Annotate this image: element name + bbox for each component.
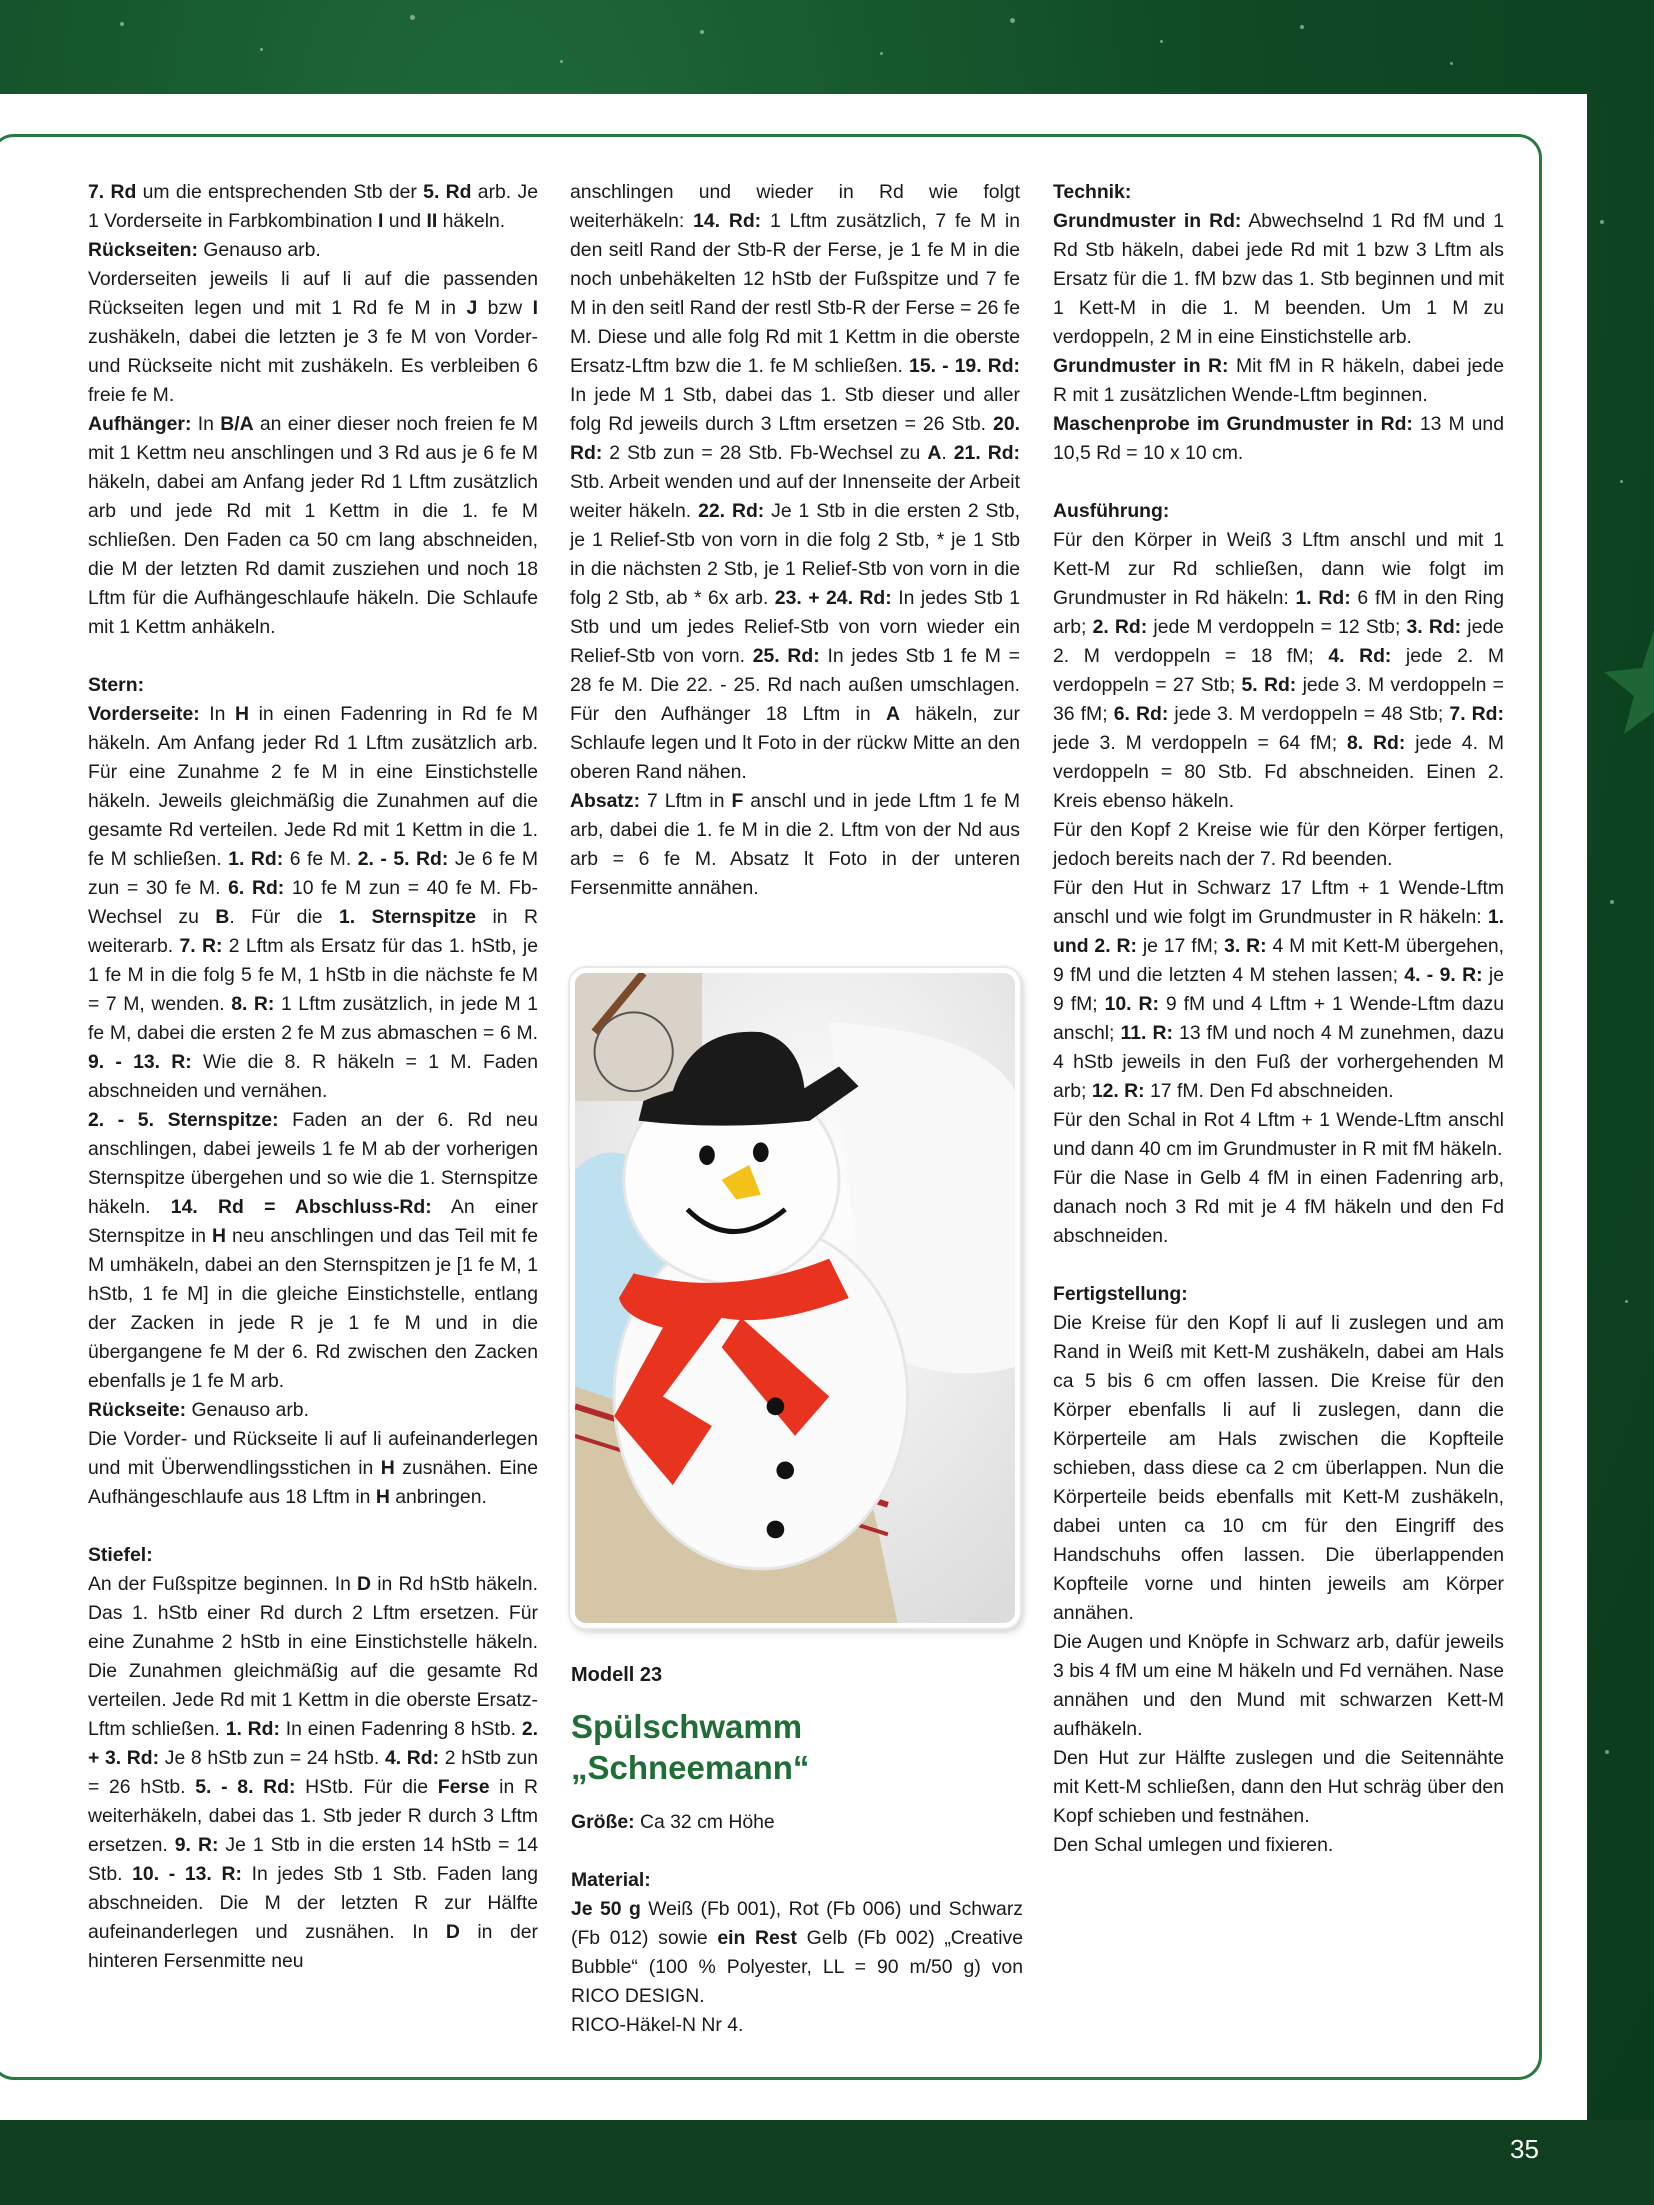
footer-band (0, 2120, 1654, 2205)
material-heading: Material: (571, 1869, 651, 1891)
snowman-sponge-image (575, 973, 1015, 1623)
paragraph-rueckseiten: Rückseiten: Genauso arb. (88, 239, 321, 261)
paragraph-vorderseite-stern: Vorderseite: In H in einen Fadenring in Rd fe M häkeln. Am Anfang jeder Rd 1 Lftm zusätzlich arb. Für eine Zunahme 2 fe M in eine Einstichstelle häkeln. Jeweils gleichmäßig die Zunahmen auf die gesamte Rd verteilen. Jede Rd mit 1 Kettm in die 1. fe M schließen. 1. Rd: 6 fe M. 2. - 5. Rd: Je 6 fe M zun = 30 fe M. 6. Rd: 10 fe M zun = 40 fe M. Fb-Wechsel zu B. Für die 1. Sternspitze in R weiterarb. 7. R: 2 Lftm als Ersatz für das 1. hStb, je 1 fe M in die folg 5 fe M, 1 hStb in die nächste fe M = 7 M, wenden. 8. R: 1 Lftm zusätzlich, in jede M 1 fe M, dabei die ersten 2 fe M zus abmaschen = 6 M. 9. - 13. R: Wie die 8. R häkeln = 1 M. Faden abschneiden und vernähen. (88, 703, 539, 1102)
paragraph-hut: Für den Hut in Schwarz 17 Lftm + 1 Wende-Lftm anschl und wie folgt im Grundmuster in R häkeln: 1. und 2. R: je 17 fM; 3. R: 4 M mit Kett-M übergehen, 9 fM und die letzten 4 M stehen lassen; 4. - 9. R: je 9 fM; 10. R: 9 fM und 4 Lftm + 1 Wende-Lftm dazu anschl; 11. R: 13 fM und noch 4 M zunehmen, dazu 4 hStb jeweils in den Fuß der vorhergehenden M arb; 12. R: 17 fM. Den Fd abschneiden. (1053, 877, 1504, 1102)
model-number: Modell 23 (571, 1664, 663, 1686)
paragraph-maschenprobe: Maschenprobe im Grundmuster in Rd: 13 M und 10,5 Rd = 10 x 10 cm. (1053, 413, 1504, 464)
paragraph-row7: 7. Rd um die entsprechenden Stb der 5. Rd arb. Je 1 Vorderseite in Farbkombination I und II häkeln. (88, 181, 538, 232)
size-line: Größe: Ca 32 cm Höhe (571, 1811, 775, 1833)
paragraph-fertig-3: Den Hut zur Hälfte zuslegen und die Seitennähte mit Kett-M schließen, dann den Hut schräg über den Kopf schieben und festnähen. (1053, 1747, 1504, 1827)
model-title: Spülschwamm „Schneemann“ (571, 1708, 810, 1786)
heading-fertigstellung: Fertigstellung: (1053, 1283, 1188, 1305)
heading-technik: Technik: (1053, 181, 1132, 203)
paragraph-nase: Für die Nase in Gelb 4 fM in einen Fadenring arb, danach noch 3 Rd mit je 4 fM häkeln und den Fd abschneiden. (1053, 1167, 1504, 1247)
paragraph-zusammennaehen: Die Vorder- und Rückseite li auf li aufeinanderlegen und mit Überwendlingsstichen in H zusnähen. Eine Aufhängeschlaufe aus 18 Lftm in H anbringen. (88, 1428, 538, 1508)
paragraph-vorderseiten: Vorderseiten jeweils li auf li auf die passenden Rückseiten legen und mit 1 Rd fe M in J bzw I zushäkeln, dabei die letzten je 3 fe M von Vorder- und Rückseite nicht mit zushäkeln. Es verbleiben 6 freie fe M. (88, 268, 538, 406)
paragraph-koerper: Für den Körper in Weiß 3 Lftm anschl und mit 1 Kett-M zur Rd schließen, dann wie folgt im Grundmuster in Rd häkeln: 1. Rd: 6 fM in den Ring arb; 2. Rd: jede M verdoppeln = 12 Stb; 3. Rd: jede 2. M verdoppeln = 18 fM; 4. Rd: jede 2. M verdoppeln = 27 Stb; 5. Rd: jede 3. M verdoppeln = 36 fM; 6. Rd: jede 3. M verdoppeln = 48 Stb; 7. Rd: jede 3. M verdoppeln = 64 fM; 8. Rd: jede 4. M verdoppeln = 80 Stb. Fd abschneiden. Einen 2. Kreis ebenso häkeln. (1053, 529, 1505, 812)
page-number: 35 (1510, 2134, 1539, 2164)
paragraph-schal: Für den Schal in Rot 4 Lftm + 1 Wende-Lftm anschl und dann 40 cm im Grundmuster in R mit fM häkeln. (1053, 1109, 1504, 1160)
heading-ausfuehrung: Ausführung: (1053, 500, 1170, 522)
paragraph-kopf: Für den Kopf 2 Kreise wie für den Körper fertigen, jedoch bereits nach der 7. Rd beenden. (1053, 819, 1504, 870)
text-column-1 (88, 178, 538, 1976)
background-star-icon (1590, 630, 1654, 750)
paragraph-grundmuster-rd: Grundmuster in Rd: Abwechselnd 1 Rd fM und 1 Rd Stb häkeln, dabei jede Rd mit 1 bzw 3 Lftm als Ersatz für die 1. fM bzw das 1. Stb beginnen und mit 1 Kett-M in die 1. M beenden. Um 1 M zu verdoppeln, 2 M in eine Einstichstelle arb. (1053, 210, 1504, 348)
paragraph-grundmuster-r: Grundmuster in R: Mit fM in R häkeln, dabei jede R mit 1 zusätzlichen Wende-Lftm beginnen. (1053, 355, 1504, 406)
hook-text: RICO-Häkel-N Nr 4. (571, 2014, 744, 2036)
paragraph-stiefel: An der Fußspitze beginnen. In D in Rd hStb häkeln. Das 1. hStb einer Rd durch 2 Lftm ersetzen. Für eine Zunahme 2 hStb in eine Einstichstelle häkeln. Die Zunahmen gleichmäßig auf die gesamte Rd verteilen. Jede Rd mit 1 Kettm in die oberste Ersatz-Lftm schließen. 1. Rd: In einen Fadenring 8 hStb. 2. + 3. Rd: Je 8 hStb zun = 24 hStb. 4. Rd: 2 hStb zun = 26 hStb. 5. - 8. Rd: HStb. Für die Ferse in R weiterhäkeln, dabei das 1. Stb jeder R durch 3 Lftm ersetzen. 9. R: Je 1 Stb in die ersten 14 hStb = 14 Stb. 10. - 13. R: In jedes Stb 1 Stb. Faden lang abschneiden. Die M der letzten R zur Hälfte aufeinanderlegen und zusnähen. In D in der hinteren Fersenmitte neu (88, 1573, 538, 1972)
model-info (571, 1808, 1023, 2040)
heading-stiefel: Stiefel: (88, 1544, 153, 1566)
heading-stern: Stern: (88, 674, 145, 696)
paragraph-fertig-2: Die Augen und Knöpfe in Schwarz arb, dafür jeweils 3 bis 4 fM um eine M häkeln und Fd vernähen. Nase annähen und den Mund mit schwarzen Kett-M aufhäkeln. (1053, 1631, 1504, 1740)
paragraph-fertig-4: Den Schal umlegen und fixieren. (1053, 1834, 1334, 1856)
paragraph-stiefel-continued: anschlingen und wieder in Rd wie folgt weiterhäkeln: 14. Rd: 1 Lftm zusätzlich, 7 fe M in den seitl Rand der Stb-R der Ferse, je 1 fe M in die noch unbehäkelten 12 hStb der Fußspitze und 7 fe M in den seitl Rand der restl Stb-R der Ferse = 26 fe M. Diese und alle folg Rd mit 1 Kettm in die oberste Ersatz-Lftm bzw die 1. fe M schließen. 15. - 19. Rd: In jede M 1 Stb, dabei das 1. Stb dieser und aller folg Rd jeweils durch 3 Lftm ersetzen = 26 Stb. 20. Rd: 2 Stb zun = 28 Stb. Fb-Wechsel zu A. 21. Rd: Stb. Arbeit wenden und auf der Innenseite der Arbeit weiter häkeln. 22. Rd: Je 1 Stb in die ersten 2 Stb, je 1 Relief-Stb von vorn in die folg 2 Stb, * je 1 Stb in die nächsten 2 Stb, je 1 Relief-Stb von vorn in die folg 2 Stb, ab * 6x arb. 23. + 24. Rd: In jedes Stb 1 Stb und um jedes Relief-Stb von vorn wieder ein Relief-Stb von vorn. 25. Rd: In jedes Stb 1 fe M = 28 fe M. Die 22. - 25. Rd nach außen umschlagen. Für den Aufhänger 18 Lftm in A häkeln, zur Schlaufe legen und lt Foto in der rückw Mitte an den oberen Rand nähen. (570, 181, 1021, 783)
paragraph-fertig-1: Die Kreise für den Kopf li auf li zuslegen und am Rand in Weiß mit Kett-M zushäkeln, dabei am Hals ca 5 bis 6 cm offen lassen. Die Kreise für den Körper ebenfalls li auf li zuslegen, dann die Körperteile am Hals zwischen die Kopfteile schieben, dass diese ca 2 cm überlappen. Nun die Körperteile beids ebenfalls mit Kett-M zushäkeln, dabei unten ca 10 cm für den Eingriff des Handschuhs offen lassen. Die überlappenden Kopfteile vorne und hinten jeweils am Körper annähen. (1053, 1312, 1504, 1624)
paragraph-sternspitze: 2. - 5. Sternspitze: Faden an der 6. Rd neu anschlingen, dabei jeweils 1 fe M ab der vorherigen Sternspitze übergehen und so wie die 1. Sternspitze häkeln. 14. Rd = Abschluss-Rd: An einer Sternspitze in H neu anschlingen und das Teil mit fe M umhäkeln, dabei an den Sternspitzen je [1 fe M, 1 hStb, 1 fe M] in die gleiche Einstichstelle, entlang der Zacken in jede R je 1 fe M und in die übergangene fe M der 6. Rd zwischen den Zacken ebenfalls je 1 fe M arb. (88, 1109, 538, 1392)
paragraph-rueckseite-stern: Rückseite: Genauso arb. (88, 1399, 309, 1421)
paragraph-absatz: Absatz: 7 Lftm in F anschl und in jede Lftm 1 fe M arb, dabei die 1. fe M in die 2. Lftm von der Nd aus arb = 6 fe M. Absatz lt Foto in der unteren Fersenmitte annähen. (570, 790, 1020, 899)
paragraph-aufhaenger: Aufhänger: In B/A an einer dieser noch freien fe M mit 1 Kettm neu anschlingen und 3 Rd aus je 6 fe M häkeln, dabei am Anfang jeder Rd 1 Lftm zusätzlich arb und jede Rd mit 1 Kettm in die 1. fe M schließen. Den Faden ca 50 cm lang abschneiden, die M der letzten Rd damit zusziehen und noch 18 Lftm für die Aufhängeschlaufe häkeln. Die Schlaufe mit 1 Kettm anhäkeln. (88, 413, 539, 638)
text-column-2 (570, 178, 1020, 903)
snowman-photo (570, 968, 1020, 1628)
text-column-3 (1053, 178, 1504, 1860)
material-text: Je 50 g Weiß (Fb 001), Rot (Fb 006) und Schwarz (Fb 012) sowie ein Rest Gelb (Fb 002) „Creative Bubble“ (100 % Polyester, LL = 90 m/50 g) von RICO DESIGN. (571, 1898, 1023, 2007)
